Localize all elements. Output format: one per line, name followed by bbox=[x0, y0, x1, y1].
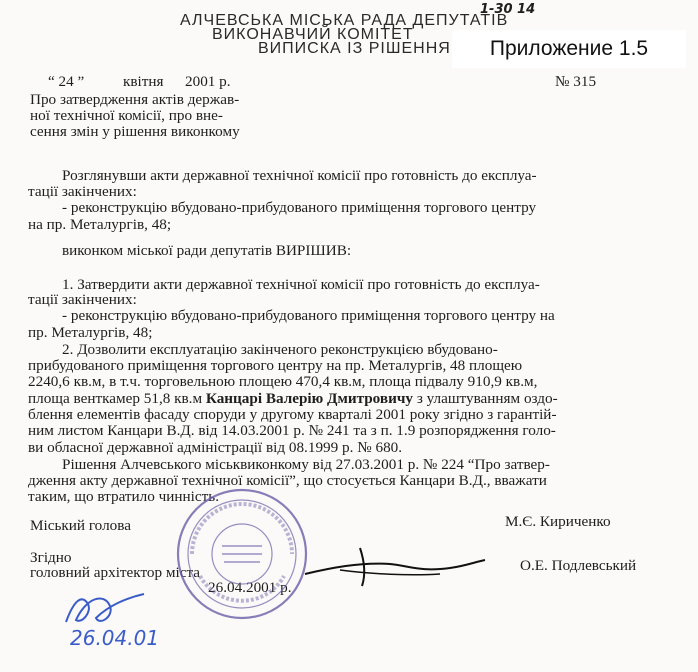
architect-signature bbox=[300, 540, 490, 590]
paragraph-2: 2240,6 кв.м, в т.ч. торговельною площею 470,4 кв.м, площа підвалу 910,9 кв.м, bbox=[28, 373, 538, 390]
subject-line: Про затвердження актів держав- bbox=[30, 91, 240, 108]
paragraph-1: пр. Металургів, 48; bbox=[28, 324, 153, 341]
handwritten-date: 26.04.01 bbox=[70, 626, 160, 650]
committee-title: ВИКОНАВЧИЙ КОМІТЕТ bbox=[212, 26, 414, 43]
attachment-label: Приложение 1.5 bbox=[452, 30, 686, 68]
subject-line: ної технічної комісії, про вне- bbox=[30, 107, 223, 124]
mayor-title: Міський голова bbox=[30, 517, 131, 534]
paragraph-1: 1. Затвердити акти державної технічної комісії про готовність до експлуа- bbox=[62, 276, 540, 293]
paragraph-2: прибудованого приміщення торгового центру на пр. Металургів, 48 площею bbox=[28, 357, 523, 374]
date-day: “ 24 ” bbox=[48, 73, 85, 90]
intro-text: на пр. Металургів, 48; bbox=[28, 216, 172, 233]
date-year: 2001 р. bbox=[185, 73, 231, 90]
paragraph-2-text: площа венткамер 51,8 кв.м bbox=[28, 390, 206, 407]
official-stamp bbox=[172, 484, 312, 624]
paragraph-2: блення елементів фасаду споруди у другому кварталі 2001 року згідно з гарантій- bbox=[28, 406, 557, 423]
paragraph-2-text: з улаштуванням оздо- bbox=[413, 390, 558, 407]
decision-number: № 315 bbox=[555, 73, 597, 90]
paragraph-3: дження акту державної технічної комісії”, що стосується Канцари В.Д., вважати bbox=[28, 472, 547, 489]
extract-title: ВИПИСКА ІЗ РІШЕННЯ bbox=[258, 40, 451, 57]
architect-title: головний архітектор міста bbox=[30, 564, 201, 581]
paragraph-2: ви обласної державної адміністрації від 08.1999 р. № 680. bbox=[28, 439, 403, 456]
intro-text: Розглянувши акти державної технічної комісії про готовність до експлуа- bbox=[62, 167, 537, 184]
decision-heading: виконком міської ради депутатів ВИРІШИВ: bbox=[62, 242, 352, 259]
agreed-label: Згідно bbox=[30, 549, 72, 566]
council-title: АЛЧЕВСЬКА МІСЬКА РАДА ДЕПУТАТІВ bbox=[180, 12, 509, 29]
signature-date: 26.04.2001 р. bbox=[208, 579, 292, 596]
paragraph-3: таким, що втратило чинність. bbox=[28, 488, 219, 505]
mayor-name: М.Є. Кириченко bbox=[505, 513, 611, 530]
paragraph-2: 2. Дозволити експлуатацію закінченого реконструкцією вбудовано- bbox=[62, 341, 498, 358]
contractor-name: Канцарі Валерію Дмитровичу bbox=[205, 390, 414, 407]
date-month: квітня bbox=[123, 73, 164, 90]
paragraph-1: - реконструкцію вбудовано-прибудованого приміщення торгового центру на bbox=[62, 307, 555, 324]
subject-line: сення змін у рішення виконкому bbox=[30, 123, 240, 140]
paragraph-3: Рішення Алчевського міськвиконкому від 27.03.2001 р. № 224 “Про затвер- bbox=[62, 456, 550, 473]
paragraph-1: тації закінчених: bbox=[28, 291, 137, 308]
intro-text: - реконструкцію вбудовано-прибудованого приміщення торгового центру bbox=[62, 199, 537, 216]
handwritten-reference: 1-30 14 bbox=[480, 2, 536, 17]
paragraph-2: ним листом Канцари В.Д. від 14.03.2001 р. № 241 та з п. 1.9 розпорядження голо- bbox=[28, 422, 556, 439]
architect-name: О.Е. Подлевський bbox=[520, 557, 637, 574]
intro-text: тації закінчених: bbox=[28, 183, 137, 200]
